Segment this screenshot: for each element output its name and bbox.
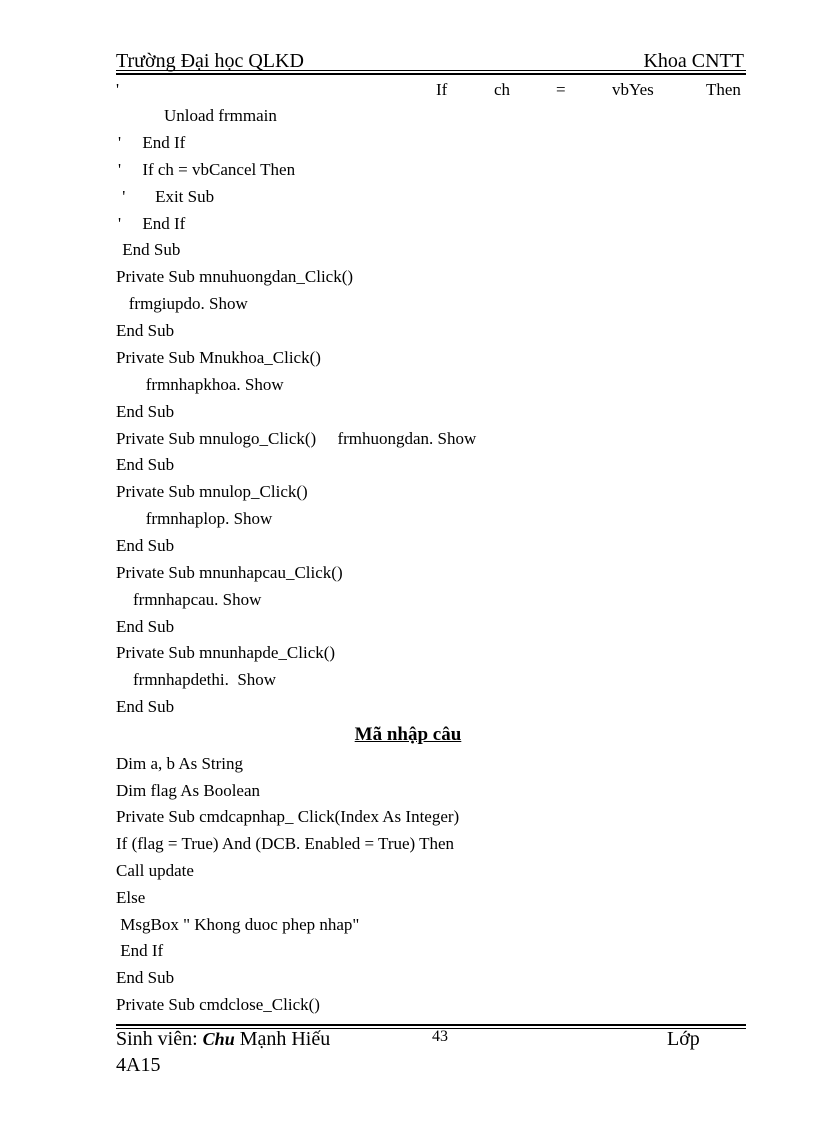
footer-class-value: 4A15	[116, 1054, 161, 1076]
code-line: frmnhaplop. Show	[116, 509, 273, 528]
footer-student-name: Mạnh Hiếu	[239, 1028, 331, 1050]
code-line: ' End If	[118, 214, 186, 233]
code-line: ' If ch = vbCancel Then	[118, 160, 296, 179]
code-token: If	[436, 80, 448, 99]
code-line: ' Exit Sub	[118, 187, 215, 206]
code-line: End If	[116, 941, 164, 960]
code-line: If (flag = True) And (DCB. Enabled = True) Then	[116, 834, 455, 853]
header-school: Trường Đại học QLKD	[116, 50, 304, 72]
code-line: MsgBox " Khong duoc phep nhap"	[116, 915, 360, 934]
header-rule-thick	[116, 73, 746, 75]
code-line: frmnhapkhoa. Show	[116, 375, 284, 394]
code-line: frmgiupdo. Show	[116, 294, 248, 313]
code-token: vbYes	[612, 80, 654, 99]
code-line: End Sub	[116, 968, 175, 987]
code-token: =	[556, 80, 566, 99]
header-faculty: Khoa CNTT	[643, 50, 744, 72]
footer-class-label: Lớp	[667, 1028, 700, 1050]
code-token: ch	[494, 80, 511, 99]
code-line: Private Sub Mnukhoa_Click()	[116, 348, 321, 367]
code-line: Private Sub cmdcapnhap_ Click(Index As Integer)	[116, 807, 460, 826]
code-line: End Sub	[116, 536, 175, 555]
code-line: Private Sub cmdclose_Click()	[116, 995, 320, 1014]
footer-student	[116, 1028, 330, 1051]
code-token: '	[116, 80, 120, 99]
section-title-text: Mã nhập câu	[354, 724, 462, 745]
code-line: Private Sub mnunhapcau_Click()	[116, 563, 343, 582]
code-line: End Sub	[116, 321, 175, 340]
code-line: End Sub	[116, 697, 175, 716]
code-line: ' End If	[118, 133, 186, 152]
code-line: End Sub	[116, 617, 175, 636]
section-title	[0, 724, 816, 746]
code-line: Dim flag As Boolean	[116, 781, 261, 800]
footer-student-initial: Chu	[202, 1029, 235, 1049]
code-line: Private Sub mnulogo_Click() frmhuongdan. Show	[116, 429, 477, 448]
code-line: frmnhapcau. Show	[116, 590, 262, 609]
code-line: Private Sub mnunhapde_Click()	[116, 643, 336, 662]
footer-student-label: Sinh viên:	[116, 1028, 198, 1050]
code-line: frmnhapdethi. Show	[116, 670, 277, 689]
footer-rule-thick	[116, 1024, 746, 1026]
code-line: End Sub	[116, 455, 175, 474]
code-line: Private Sub mnuhuongdan_Click()	[116, 267, 354, 286]
code-token: Then	[706, 80, 741, 99]
code-line: Else	[116, 888, 146, 907]
page-number: 43	[432, 1028, 448, 1045]
code-line: End Sub	[116, 402, 175, 421]
code-line: Private Sub mnulop_Click()	[116, 482, 308, 501]
code-line: Call update	[116, 861, 194, 880]
code-line: Dim a, b As String	[116, 754, 244, 773]
header-rule-thin	[116, 70, 746, 71]
code-line: Unload frmmain	[164, 106, 277, 125]
code-line: End Sub	[118, 240, 181, 259]
